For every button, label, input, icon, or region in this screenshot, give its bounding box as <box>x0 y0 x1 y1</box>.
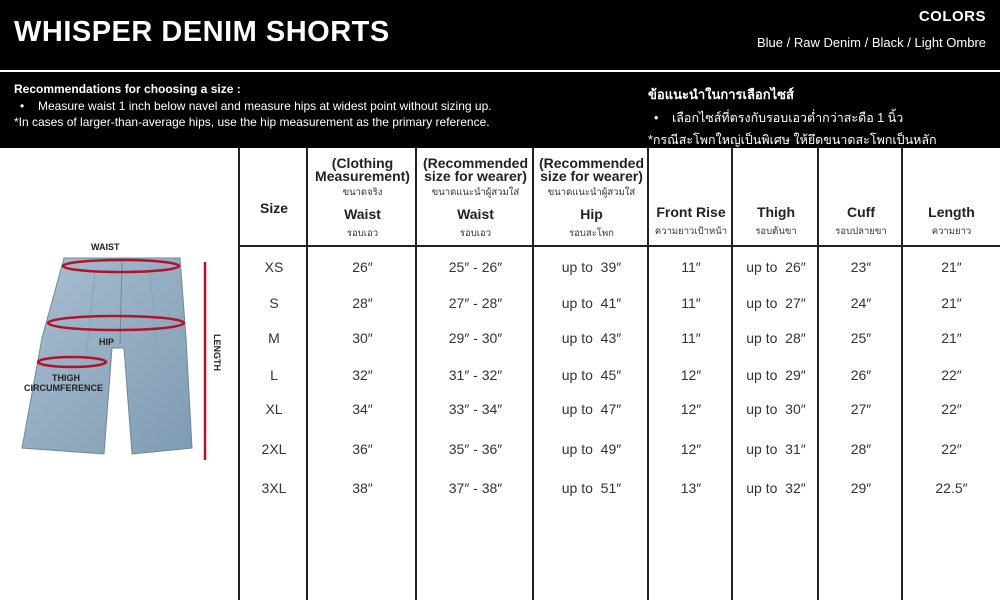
measurement-cell: 11″ <box>681 259 701 275</box>
label-hip: HIP <box>99 337 115 347</box>
measurement-cell: 25″ - 26″ <box>448 259 503 275</box>
measurement-cell: up to 47″ <box>561 401 622 417</box>
label-thigh: THIGH <box>52 373 80 383</box>
label-circumference: CIRCUMFERENCE <box>24 383 104 393</box>
measurement-cell: up to 51″ <box>561 480 622 496</box>
header-label: Thigh <box>756 204 796 220</box>
rec-en-note: *In cases of larger-than-average hips, use the hip measurement as the primary reference. <box>14 115 490 129</box>
header-label-thai: รอบปลายขา <box>835 226 887 237</box>
measurement-cell: 36″ <box>352 441 373 457</box>
measurement-cell: 28″ <box>352 295 373 311</box>
header-label-thai: ความยาวเป้าหน้า <box>654 226 728 237</box>
measurement-cell: 28″ <box>850 441 872 457</box>
rec-en-bullet: • Measure waist 1 inch below navel and measure hips at widest point without sizing up. <box>20 99 614 113</box>
measurement-cell: 12″ <box>680 401 702 417</box>
recommendations-english <box>14 82 614 131</box>
measurement-cell: up to 43″ <box>561 330 622 346</box>
rec-th-note: *กรณีสะโพกใหญ่เป็นพิเศษ ให้ยึดขนาดสะโพกเป็นหลัก <box>648 133 937 147</box>
measurement-cell: 26″ <box>352 259 373 275</box>
product-title: WHISPER DENIM SHORTS <box>14 16 390 48</box>
measurement-cell: up to 49″ <box>561 441 622 457</box>
shorts-diagram <box>0 148 238 600</box>
measurement-cell: 33″ - 34″ <box>448 401 503 417</box>
rec-en-title: Recommendations for choosing a size : <box>14 82 241 96</box>
header-label-thai: รอบต้นขา <box>755 226 797 237</box>
column-header <box>240 148 308 245</box>
measurement-cell: 22″ <box>941 401 962 417</box>
colors-list: Blue / Raw Denim / Black / Light Ombre <box>756 35 986 50</box>
colors-title: COLORS <box>918 8 986 25</box>
measurement-cell: 24″ <box>850 295 872 311</box>
measurement-cell: 35″ - 36″ <box>448 441 503 457</box>
header-qualifier-thai: ขนาดแนะนำผู้สวมใส่ <box>431 187 520 198</box>
header-label-thai: รอบสะโพก <box>569 228 614 239</box>
measurement-cell: 12″ <box>680 367 702 383</box>
measurement-cell: 30″ <box>352 330 373 346</box>
header-qualifier: (Clothing <box>331 155 394 171</box>
header-label: Cuff <box>847 204 875 220</box>
header-qualifier: (Recommended <box>538 155 645 171</box>
measurement-cell: up to 26″ <box>746 259 806 275</box>
header-label: Size <box>259 200 288 216</box>
label-waist: WAIST <box>91 242 120 252</box>
size-label: XS <box>264 259 284 275</box>
measurement-cell: 21″ <box>941 259 962 275</box>
size-label: XL <box>265 401 283 417</box>
header-qualifier-thai: ขนาดแนะนำผู้สวมใส่ <box>547 187 636 198</box>
measurement-cell: up to 39″ <box>561 259 622 275</box>
measurement-cell: 38″ <box>352 480 373 496</box>
measurement-cell: 25″ <box>850 330 872 346</box>
header-label: Waist <box>457 206 494 222</box>
header-label: Hip <box>580 206 603 222</box>
size-label: L <box>270 367 278 383</box>
header-label: Front Rise <box>656 204 726 220</box>
measurement-cell: up to 28″ <box>746 330 806 346</box>
header-label: Waist <box>344 206 381 222</box>
size-label: S <box>269 295 279 311</box>
header-label-thai: รอบเอว <box>346 228 379 239</box>
measurement-cell: up to 27″ <box>746 295 806 311</box>
measurement-cell: up to 30″ <box>746 401 806 417</box>
shorts-illustration <box>0 148 238 600</box>
measurement-cell: 22.5″ <box>935 480 968 496</box>
header-qualifier: size for wearer) <box>540 168 643 184</box>
measurement-cell: up to 32″ <box>746 480 806 496</box>
size-label: 2XL <box>261 441 287 457</box>
recommendations-thai <box>648 82 988 152</box>
header-label: Length <box>928 204 975 220</box>
shorts-body <box>22 258 192 454</box>
measurement-cell: up to 45″ <box>561 367 622 383</box>
header-qualifier: (Recommended <box>422 155 529 171</box>
label-length: LENGTH <box>212 334 222 371</box>
measurement-cell: 21″ <box>941 295 962 311</box>
measurement-cell: 22″ <box>941 441 962 457</box>
column-header <box>819 148 903 245</box>
measurement-cell: 13″ <box>680 480 702 496</box>
measurement-cell: up to 31″ <box>746 441 806 457</box>
rec-th-title: ข้อแนะนำในการเลือกไซส์ <box>648 87 794 102</box>
measurement-cell: up to 29″ <box>746 367 806 383</box>
measurement-cell: 22″ <box>941 367 962 383</box>
measurement-cell: 29″ - 30″ <box>448 330 503 346</box>
measurement-cell: 26″ <box>850 367 872 383</box>
measurement-cell: 12″ <box>680 441 702 457</box>
header-label-thai: ความยาว <box>931 226 972 237</box>
column-header <box>903 148 1000 245</box>
header-bar <box>0 0 1000 70</box>
header-qualifier-thai: ขนาดจริง <box>342 187 383 198</box>
column-header <box>417 148 534 245</box>
size-label: M <box>268 330 280 346</box>
recommendations-bar <box>0 72 1000 148</box>
header-qualifier: Measurement) <box>315 168 410 184</box>
rec-th-bullet: • เลือกไซส์ที่ตรงกับรอบเอวต่ำกว่าสะดือ 1 นิ้ว <box>654 108 988 128</box>
measurement-cell: 31″ - 32″ <box>448 367 503 383</box>
measurement-cell: up to 41″ <box>561 295 622 311</box>
header-divider-line <box>238 245 1000 247</box>
size-label: 3XL <box>261 480 287 496</box>
measurement-cell: 34″ <box>352 401 373 417</box>
measurement-cell: 29″ <box>850 480 872 496</box>
column-header <box>733 148 819 245</box>
measurement-cell: 23″ <box>850 259 872 275</box>
measurement-cell: 27″ - 28″ <box>448 295 503 311</box>
measurement-cell: 11″ <box>681 295 701 311</box>
measurement-cell: 27″ <box>850 401 872 417</box>
header-qualifier: size for wearer) <box>424 168 527 184</box>
column-header <box>308 148 417 245</box>
measurement-cell: 21″ <box>941 330 962 346</box>
measurement-cell: 11″ <box>681 330 701 346</box>
column-header <box>649 148 733 245</box>
measurement-cell: 32″ <box>352 367 373 383</box>
header-label-thai: รอบเอว <box>459 228 492 239</box>
column-header <box>534 148 649 245</box>
measurement-cell: 37″ - 38″ <box>448 480 503 496</box>
